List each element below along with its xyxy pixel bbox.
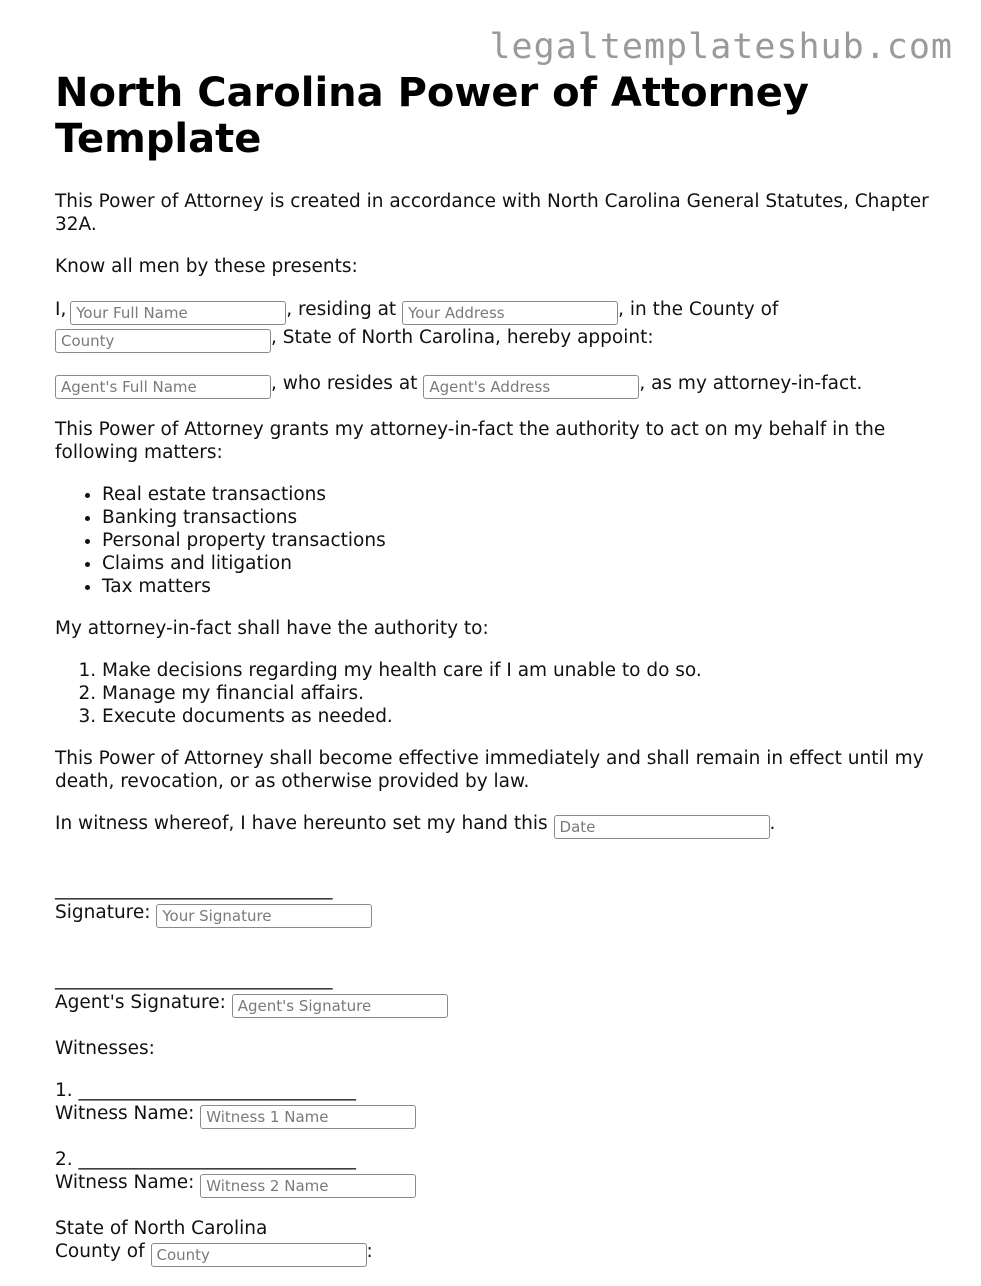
notary-block	[55, 1217, 935, 1267]
witnesses-heading: Witnesses:	[55, 1038, 155, 1059]
authorities-list	[55, 659, 935, 728]
list-item: 2. Manage my financial affairs.	[102, 682, 935, 705]
witness-clause-paragraph	[55, 812, 935, 839]
witness-2-name-input[interactable]	[200, 1174, 416, 1198]
agent-name-input[interactable]	[55, 375, 271, 399]
agent-signature-input[interactable]	[232, 994, 448, 1018]
witness-2-label: Witness Name:	[55, 1172, 195, 1193]
agent-suffix-text: , as my attorney-in-fact.	[639, 373, 863, 394]
principal-residing-text: , residing at	[286, 299, 397, 320]
notary-county-end: :	[366, 1241, 373, 1262]
watermark: legaltemplateshub.com	[489, 27, 953, 67]
matters-list	[55, 483, 935, 598]
principal-county-text: , in the County of	[618, 299, 779, 320]
agent-paragraph	[55, 372, 935, 399]
date-input[interactable]	[554, 815, 770, 839]
list-item: • Claims and litigation	[102, 552, 935, 575]
principal-address-input[interactable]	[402, 301, 618, 325]
principal-prefix: I,	[55, 299, 67, 320]
witness-1-label: Witness Name:	[55, 1103, 195, 1124]
effective-paragraph: This Power of Attorney shall become effective immediately and shall remain in effect until my death, revocation, or as otherwise provided by law.	[55, 748, 924, 792]
witness-clause-end: .	[769, 813, 776, 834]
signature-line: ______________________________	[55, 879, 333, 900]
witness-2-block	[55, 1148, 935, 1198]
principal-signature-block	[55, 878, 935, 928]
agent-signature-line: ______________________________	[55, 969, 333, 990]
grants-intro-paragraph: This Power of Attorney grants my attorney-in-fact the authority to act on my behalf in the following matters:	[55, 419, 886, 463]
signature-label: Signature:	[55, 902, 151, 923]
witness-clause-text: In witness whereof, I have hereunto set my hand this	[55, 813, 548, 834]
document-body	[55, 70, 935, 1286]
intro-paragraph: This Power of Attorney is created in accordance with North Carolina General Statutes, Chapter 32A.	[55, 191, 929, 235]
list-item: • Personal property transactions	[102, 529, 935, 552]
agent-address-input[interactable]	[423, 375, 639, 399]
witness-2-line: 2. ______________________________	[55, 1149, 357, 1170]
agent-signature-block	[55, 968, 935, 1018]
list-item: 3. Execute documents as needed.	[102, 705, 935, 728]
signature-input[interactable]	[156, 904, 372, 928]
list-item: • Tax matters	[102, 575, 935, 598]
notary-county-label: County of	[55, 1241, 145, 1262]
agent-signature-label: Agent's Signature:	[55, 992, 226, 1013]
witness-1-block	[55, 1079, 935, 1129]
witness-1-name-input[interactable]	[200, 1105, 416, 1129]
notary-state: State of North Carolina	[55, 1218, 268, 1239]
witness-1-line: 1. ______________________________	[55, 1080, 357, 1101]
principal-name-input[interactable]	[70, 301, 286, 325]
page-title: North Carolina Power of Attorney Template	[55, 70, 810, 162]
list-item: • Real estate transactions	[102, 483, 935, 506]
principal-county-input[interactable]	[55, 329, 271, 353]
notary-county-input[interactable]	[151, 1243, 367, 1267]
list-item: 1. Make decisions regarding my health care if I am unable to do so.	[102, 659, 935, 682]
list-item: • Banking transactions	[102, 506, 935, 529]
authority-intro-paragraph: My attorney-in-fact shall have the authority to:	[55, 618, 489, 639]
principal-paragraph	[55, 297, 935, 353]
know-all-paragraph: Know all men by these presents:	[55, 256, 358, 277]
principal-state-text: , State of North Carolina, hereby appoint:	[271, 327, 654, 348]
agent-resides-text: , who resides at	[271, 373, 418, 394]
